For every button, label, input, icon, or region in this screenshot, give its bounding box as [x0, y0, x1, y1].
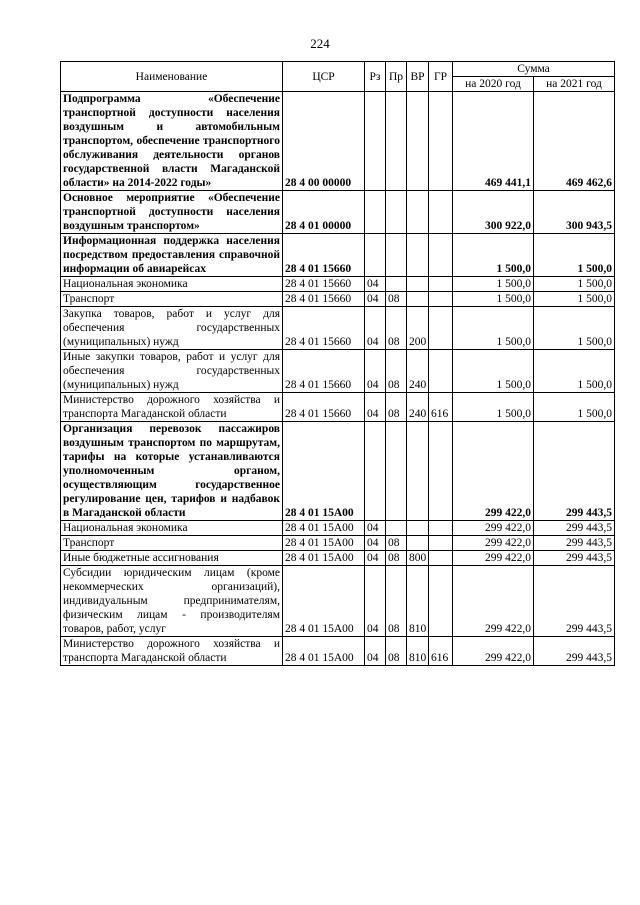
cell-rz	[365, 234, 386, 277]
cell-amount-2020: 1 500,0	[453, 393, 534, 422]
cell-amount-2021: 299 443,5	[534, 637, 615, 666]
cell-vr	[407, 234, 429, 277]
cell-vr: 810	[407, 566, 429, 637]
cell-name: Иные закупки товаров, работ и услуг для обеспечения государственных (муниципальных) нужд	[61, 350, 283, 393]
cell-rz	[365, 422, 386, 521]
cell-csr: 28 4 01 15А00	[283, 422, 365, 521]
cell-pr: 08	[386, 350, 407, 393]
cell-rz: 04	[365, 393, 386, 422]
cell-pr: 08	[386, 551, 407, 566]
cell-csr: 28 4 01 15А00	[283, 536, 365, 551]
cell-name: Национальная экономика	[61, 521, 283, 536]
header-year-2021: на 2021 год	[534, 77, 615, 92]
cell-csr: 28 4 01 15А00	[283, 551, 365, 566]
cell-csr: 28 4 01 15660	[283, 307, 365, 350]
table-row	[61, 637, 615, 666]
budget-table	[60, 61, 615, 666]
table-row	[61, 551, 615, 566]
cell-amount-2020: 1 500,0	[453, 307, 534, 350]
cell-amount-2021: 300 943,5	[534, 191, 615, 234]
cell-csr: 28 4 01 15660	[283, 350, 365, 393]
cell-rz: 04	[365, 292, 386, 307]
cell-amount-2021: 299 443,5	[534, 536, 615, 551]
cell-pr	[386, 92, 407, 191]
cell-pr: 08	[386, 307, 407, 350]
cell-csr: 28 4 01 15660	[283, 277, 365, 292]
cell-amount-2021: 299 443,5	[534, 566, 615, 637]
table-header	[61, 62, 615, 92]
cell-vr	[407, 277, 429, 292]
table-row	[61, 422, 615, 521]
cell-name: Министерство дорожного хозяйства и транспорта Магаданской области	[61, 393, 283, 422]
header-name: Наименование	[61, 62, 283, 92]
cell-amount-2020: 300 922,0	[453, 191, 534, 234]
cell-csr: 28 4 01 15А00	[283, 521, 365, 536]
page-number: 224	[310, 36, 330, 51]
cell-amount-2021: 1 500,0	[534, 234, 615, 277]
cell-amount-2020: 299 422,0	[453, 521, 534, 536]
table-row	[61, 393, 615, 422]
cell-name: Закупка товаров, работ и услуг для обеспечения государственных (муниципальных) нужд	[61, 307, 283, 350]
cell-rz: 04	[365, 566, 386, 637]
table-row	[61, 292, 615, 307]
cell-csr: 28 4 01 15660	[283, 234, 365, 277]
cell-amount-2020: 299 422,0	[453, 566, 534, 637]
header-sum: Сумма	[453, 62, 615, 77]
cell-vr: 810	[407, 637, 429, 666]
table-row	[61, 92, 615, 191]
cell-name: Национальная экономика	[61, 277, 283, 292]
cell-pr: 08	[386, 393, 407, 422]
cell-name: Подпрограмма «Обеспечение транспортной доступности населения воздушным и автомобильным транспортом, обеспечение транспортного обслуживания деятельности органов государственной власти Магаданской области» на 2014-2022 годы»	[61, 92, 283, 191]
cell-rz: 04	[365, 637, 386, 666]
cell-csr: 28 4 00 00000	[283, 92, 365, 191]
cell-gr	[429, 566, 453, 637]
table-row	[61, 234, 615, 277]
cell-pr: 08	[386, 637, 407, 666]
cell-amount-2020: 1 500,0	[453, 277, 534, 292]
cell-csr: 28 4 01 15А00	[283, 566, 365, 637]
cell-name: Основное мероприятие «Обеспечение транспортной доступности населения воздушным транспортом»	[61, 191, 283, 234]
header-gr: ГР	[429, 62, 453, 92]
cell-amount-2020: 1 500,0	[453, 234, 534, 277]
cell-gr: 616	[429, 637, 453, 666]
cell-gr	[429, 350, 453, 393]
table-row	[61, 350, 615, 393]
cell-gr: 616	[429, 393, 453, 422]
cell-csr: 28 4 01 15660	[283, 292, 365, 307]
cell-rz: 04	[365, 536, 386, 551]
cell-pr: 08	[386, 292, 407, 307]
cell-pr	[386, 234, 407, 277]
cell-pr	[386, 521, 407, 536]
header-pr: Пр	[386, 62, 407, 92]
cell-vr: 200	[407, 307, 429, 350]
cell-name: Иные бюджетные ассигнования	[61, 551, 283, 566]
cell-name: Информационная поддержка населения посредством предоставления справочной информации об авиарейсах	[61, 234, 283, 277]
header-vr: ВР	[407, 62, 429, 92]
cell-gr	[429, 422, 453, 521]
cell-name: Транспорт	[61, 292, 283, 307]
cell-gr	[429, 234, 453, 277]
header-rz: Рз	[365, 62, 386, 92]
cell-csr: 28 4 01 00000	[283, 191, 365, 234]
cell-gr	[429, 521, 453, 536]
cell-amount-2020: 299 422,0	[453, 551, 534, 566]
cell-vr	[407, 422, 429, 521]
cell-rz: 04	[365, 277, 386, 292]
table-row	[61, 307, 615, 350]
cell-name: Министерство дорожного хозяйства и транспорта Магаданской области	[61, 637, 283, 666]
table-row	[61, 536, 615, 551]
cell-amount-2021: 1 500,0	[534, 292, 615, 307]
cell-amount-2021: 1 500,0	[534, 307, 615, 350]
cell-amount-2021: 1 500,0	[534, 393, 615, 422]
cell-amount-2021: 1 500,0	[534, 277, 615, 292]
cell-csr: 28 4 01 15А00	[283, 637, 365, 666]
cell-gr	[429, 536, 453, 551]
cell-vr	[407, 292, 429, 307]
table-body	[61, 92, 615, 666]
cell-gr	[429, 191, 453, 234]
cell-amount-2020: 1 500,0	[453, 292, 534, 307]
table-row	[61, 191, 615, 234]
cell-rz: 04	[365, 551, 386, 566]
cell-pr	[386, 422, 407, 521]
cell-amount-2020: 299 422,0	[453, 536, 534, 551]
table-row	[61, 521, 615, 536]
cell-gr	[429, 551, 453, 566]
cell-amount-2020: 299 422,0	[453, 422, 534, 521]
cell-amount-2020: 1 500,0	[453, 350, 534, 393]
table-row	[61, 566, 615, 637]
cell-amount-2021: 299 443,5	[534, 422, 615, 521]
cell-vr	[407, 536, 429, 551]
cell-pr: 08	[386, 536, 407, 551]
cell-csr: 28 4 01 15660	[283, 393, 365, 422]
cell-rz	[365, 92, 386, 191]
cell-vr: 240	[407, 350, 429, 393]
cell-vr: 240	[407, 393, 429, 422]
cell-rz	[365, 191, 386, 234]
cell-gr	[429, 277, 453, 292]
cell-gr	[429, 307, 453, 350]
cell-amount-2021: 299 443,5	[534, 521, 615, 536]
cell-amount-2021: 299 443,5	[534, 551, 615, 566]
header-csr: ЦСР	[283, 62, 365, 92]
cell-vr	[407, 191, 429, 234]
cell-pr	[386, 191, 407, 234]
cell-gr	[429, 292, 453, 307]
cell-vr: 800	[407, 551, 429, 566]
cell-vr	[407, 521, 429, 536]
cell-rz: 04	[365, 521, 386, 536]
cell-amount-2020: 469 441,1	[453, 92, 534, 191]
cell-amount-2021: 469 462,6	[534, 92, 615, 191]
cell-gr	[429, 92, 453, 191]
header-year-2020: на 2020 год	[453, 77, 534, 92]
cell-amount-2021: 1 500,0	[534, 350, 615, 393]
cell-pr: 08	[386, 566, 407, 637]
cell-rz: 04	[365, 350, 386, 393]
cell-name: Организация перевозок пассажиров воздушным транспортом по маршрутам, тарифы на которые устанавливаются уполномоченным органом, осуществляющим государственное регулирование цен, тарифов и надбавок в Магаданской области	[61, 422, 283, 521]
table-row	[61, 277, 615, 292]
cell-name: Транспорт	[61, 536, 283, 551]
cell-pr	[386, 277, 407, 292]
cell-amount-2020: 299 422,0	[453, 637, 534, 666]
cell-name: Субсидии юридическим лицам (кроме некоммерческих организаций), индивидуальным предпринимателям, физическим лицам - производителям товаров, работ, услуг	[61, 566, 283, 637]
cell-rz: 04	[365, 307, 386, 350]
cell-vr	[407, 92, 429, 191]
